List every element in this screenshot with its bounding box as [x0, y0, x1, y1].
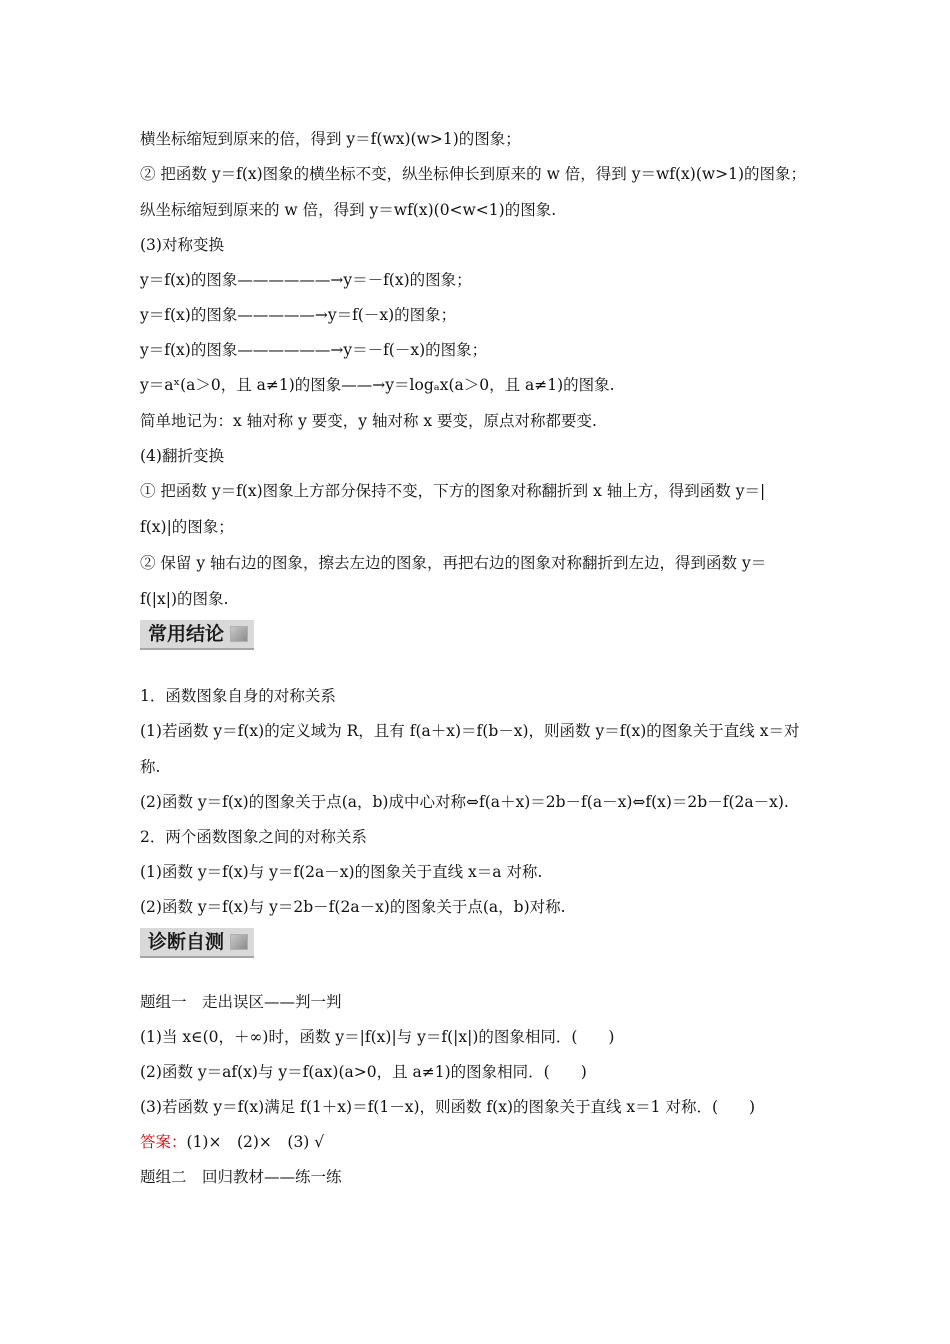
group-heading: 题组二 回归教材——练一练 — [140, 1168, 342, 1186]
text-line: y＝aˣ(a＞0，且 a≠1)的图象——→y＝logₐx(a＞0，且 a≠1)的图象. — [140, 376, 615, 394]
question-line: (2)函数 y＝af(x)与 y＝f(ax)(a>0，且 a≠1)的图象相同．( ) — [140, 1063, 587, 1081]
question-line: (1)当 x∈(0，＋∞)时，函数 y＝|f(x)|与 y＝f(|x|)的图象相同．( ) — [140, 1028, 615, 1046]
text-line: (2)函数 y＝f(x)的图象关于点(a，b)成中心对称⇔f(a＋x)＝2b－f(a－x)⇔f(x)＝2b－f(2a－x). — [140, 793, 789, 811]
text-line: 2．两个函数图象之间的对称关系 — [140, 828, 367, 846]
text-line: 纵坐标缩短到原来的 w 倍，得到 y＝wf(x)(0<w<1)的图象. — [140, 201, 557, 219]
answer-label: 答案： — [140, 1133, 187, 1151]
text-line: ① 把函数 y＝f(x)图象上方部分保持不变，下方的图象对称翻折到 x 轴上方，得到函数 y＝| — [140, 482, 766, 500]
question-line: (3)若函数 y＝f(x)满足 f(1＋x)＝f(1－x)，则函数 f(x)的图象关于直线 x＝1 对称．( ) — [140, 1098, 756, 1116]
banner-decoration-icon — [230, 934, 248, 950]
banner-decoration-icon — [230, 626, 248, 642]
text-line: 简单地记为：x 轴对称 y 要变，y 轴对称 x 要变，原点对称都要变. — [140, 412, 597, 430]
text-line: y＝f(x)的图象——————→y＝－f(x)的图象； — [140, 271, 472, 289]
text-line: ② 把函数 y＝f(x)图象的横坐标不变，纵坐标伸长到原来的 w 倍，得到 y＝wf(x)(w>1)的图象； — [140, 165, 807, 183]
section-heading: (3)对称变换 — [140, 236, 224, 254]
text-line: f(|x|)的图象. — [140, 590, 229, 608]
answer-text: (1)× (2)× (3) √ — [186, 1133, 325, 1151]
text-line: y＝f(x)的图象——————→y＝－f(－x)的图象； — [140, 341, 488, 359]
section-banner-conclusions — [140, 620, 254, 650]
text-line: 1．函数图象自身的对称关系 — [140, 687, 336, 705]
text-line: (2)函数 y＝f(x)与 y＝2b－f(2a－x)的图象关于点(a，b)对称. — [140, 898, 566, 916]
text-line: f(x)|的图象； — [140, 518, 234, 536]
section-banner-diagnosis — [140, 928, 254, 958]
group-heading: 题组一 走出误区——判一判 — [140, 993, 342, 1011]
text-line: 称. — [140, 758, 161, 776]
banner-label: 常用结论 — [148, 623, 225, 645]
text-line: ② 保留 y 轴右边的图象，擦去左边的图象，再把右边的图象对称翻折到左边，得到函数 y＝ — [140, 554, 767, 572]
text-line: y＝f(x)的图象—————→y＝f(－x)的图象； — [140, 306, 457, 324]
banner-label: 诊断自测 — [148, 931, 225, 953]
text-line: 横坐标缩短到原来的倍，得到 y＝f(wx)(w>1)的图象； — [140, 130, 521, 148]
answer-line — [140, 1131, 324, 1153]
text-line: (1)若函数 y＝f(x)的定义域为 R，且有 f(a＋x)＝f(b－x)，则函数 y＝f(x)的图象关于直线 x＝对 — [140, 722, 800, 740]
section-heading: (4)翻折变换 — [140, 447, 224, 465]
text-line: (1)函数 y＝f(x)与 y＝f(2a－x)的图象关于直线 x＝a 对称. — [140, 863, 543, 881]
